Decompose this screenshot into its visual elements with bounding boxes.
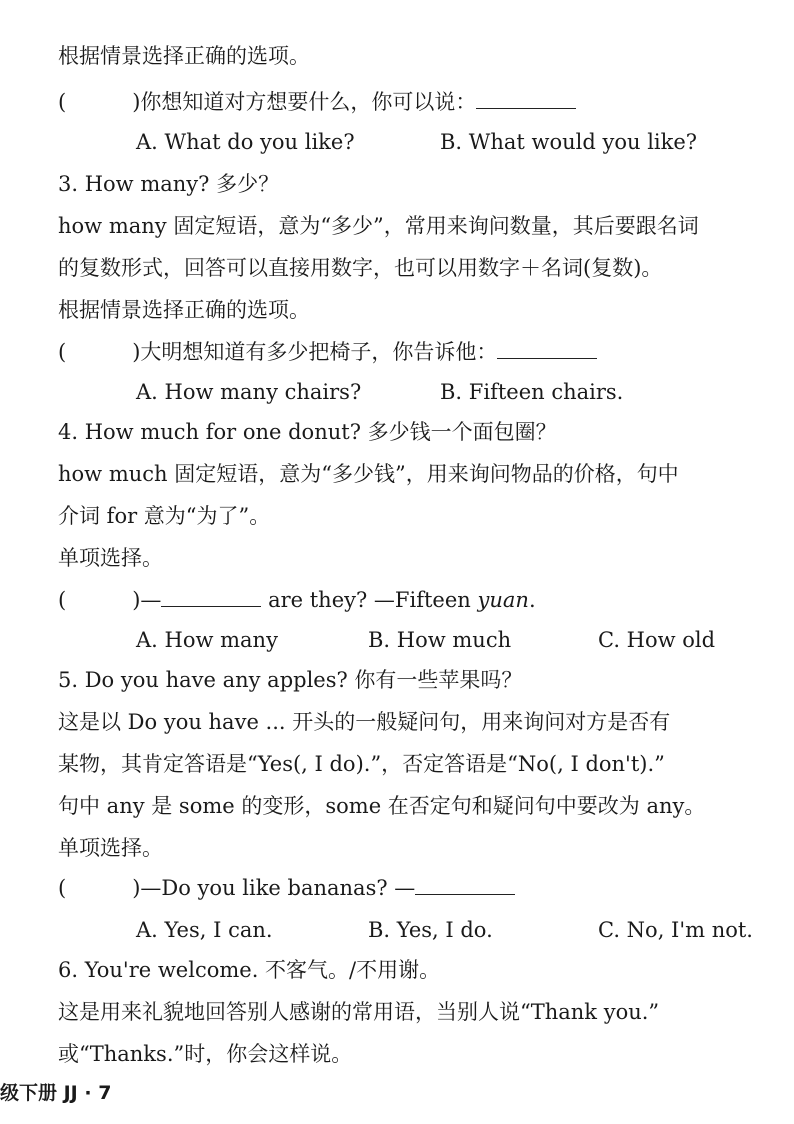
instruction: 根据情景选择正确的选项。	[58, 44, 310, 68]
open-paren: (	[58, 876, 67, 900]
section-heading: 5. Do you have any apples? 你有一些苹果吗？	[58, 668, 523, 692]
question-line	[58, 88, 576, 116]
answer-blank[interactable]	[415, 874, 515, 895]
option-a: A. How many chairs?	[136, 380, 362, 404]
instruction: 单项选择。	[58, 836, 163, 860]
period: .	[528, 588, 536, 612]
answer-blank[interactable]	[497, 338, 597, 359]
yuan-word: yuan	[477, 588, 529, 612]
option-a: A. How many	[136, 628, 278, 652]
explanation-line: 这是用来礼貌地回答别人感谢的常用语，当别人说“Thank you.”	[58, 1000, 660, 1024]
section-heading: 4. How much for one donut? 多少钱一个面包圈？	[58, 420, 557, 444]
close-paren: )—	[132, 588, 162, 612]
section-heading: 6. You're welcome. 不客气。/不用谢。	[58, 958, 441, 982]
option-a: A. What do you like?	[136, 130, 355, 154]
explanation-line: 的复数形式，回答可以直接用数字，也可以用数字＋名词(复数)。	[58, 256, 663, 280]
close-paren: )	[132, 90, 141, 114]
explanation-line: 句中 any 是 some 的变形，some 在否定句和疑问句中要改为 any。	[58, 794, 706, 818]
explanation-line: how much 固定短语，意为“多少钱”，用来询问物品的价格，句中	[58, 462, 679, 486]
question-text: are they? —Fifteen	[261, 588, 478, 612]
open-paren: (	[58, 340, 67, 364]
question-text: 你想知道对方想要什么，你可以说：	[140, 90, 477, 114]
instruction: 单项选择。	[58, 546, 163, 570]
answer-blank[interactable]	[476, 88, 576, 109]
question-line	[58, 874, 515, 902]
option-a: A. Yes, I can.	[136, 918, 273, 942]
explanation-line: 这是以 Do you have ... 开头的一般疑问句，用来询问对方是否有	[58, 710, 671, 734]
option-b: B. What would you like?	[440, 130, 698, 154]
option-c: C. No, I'm not.	[598, 918, 753, 942]
explanation-line: how many 固定短语，意为“多少”，常用来询问数量，其后要跟名词	[58, 214, 699, 238]
close-paren: )—	[132, 876, 162, 900]
question-line	[58, 338, 597, 366]
option-b: B. How much	[368, 628, 512, 652]
question-text: 大明想知道有多少把椅子，你告诉他：	[140, 340, 498, 364]
explanation-line: 介词 for 意为“为了”。	[58, 504, 271, 528]
option-c: C. How old	[598, 628, 716, 652]
section-heading: 3. How many? 多少？	[58, 172, 280, 196]
option-b: B. Yes, I do.	[368, 918, 493, 942]
explanation-line: 或“Thanks.”时，你会这样说。	[58, 1042, 353, 1066]
question-line	[58, 586, 536, 614]
close-paren: )	[132, 340, 141, 364]
answer-blank[interactable]	[161, 586, 261, 607]
open-paren: (	[58, 588, 67, 612]
question-text: Do you like bananas? —	[161, 876, 416, 900]
option-b: B. Fifteen chairs.	[440, 380, 624, 404]
explanation-line: 某物，其肯定答语是“Yes(, I do).”，否定答语是“No(, I don't).”	[58, 752, 665, 776]
page-footer: 级下册 JJ · 7	[0, 1082, 112, 1104]
instruction: 根据情景选择正确的选项。	[58, 298, 310, 322]
open-paren: (	[58, 90, 67, 114]
